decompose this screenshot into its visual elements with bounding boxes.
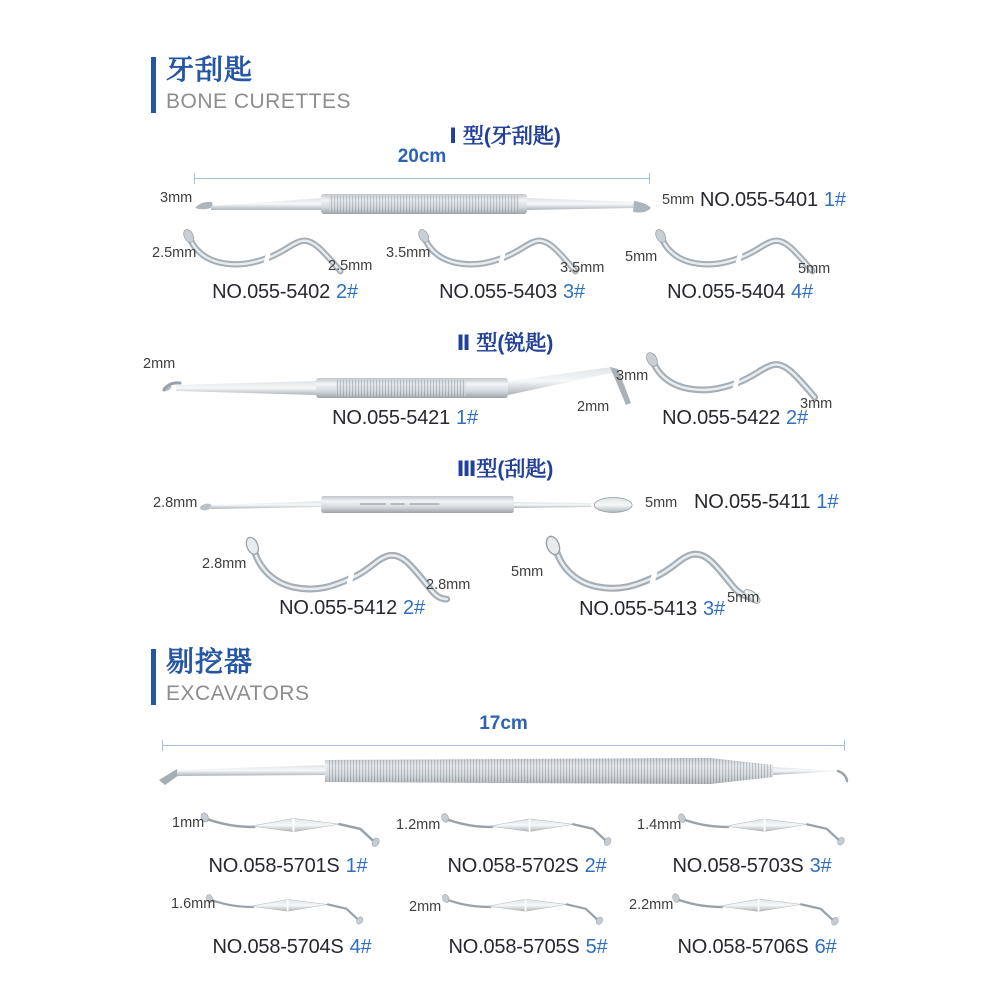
product-code-5703S	[657, 855, 847, 878]
size-label-left-5412: 2.8mm	[202, 556, 247, 572]
size-label-left-5422: 3mm	[616, 368, 649, 384]
code-number: 6#	[814, 936, 837, 958]
instrument-5703S-image	[674, 806, 856, 848]
size-label-right-5412: 2.8mm	[426, 577, 471, 593]
section-title-en: EXCAVATORS	[166, 682, 310, 705]
dimension-line	[162, 740, 845, 751]
size-label-left-5413: 5mm	[511, 564, 544, 580]
product-code-5704S	[197, 936, 387, 959]
size-label-left-5403: 3.5mm	[386, 245, 431, 261]
group-title-type3: Ⅲ型(刮匙)	[456, 458, 554, 481]
dimension-label: 17cm	[479, 713, 528, 734]
code-text: NO.055-5422	[662, 407, 781, 429]
instrument-5705S-image	[438, 885, 614, 929]
instrument-5702S-image	[437, 806, 623, 848]
code-number: 2#	[403, 597, 425, 619]
instrument-5701S-image	[196, 806, 392, 848]
instrument-5401-image	[190, 187, 656, 223]
dimension-20cm	[194, 146, 650, 184]
product-code-5706S	[662, 936, 852, 959]
code-number: 2#	[336, 281, 358, 303]
section-title-zh: 剔挖器	[166, 646, 254, 677]
instrument-5411-image	[196, 490, 648, 520]
instrument-5404-image	[646, 227, 832, 286]
code-text: NO.055-5421	[332, 407, 451, 429]
code-number: 1#	[823, 189, 846, 211]
product-code-5413	[563, 598, 741, 621]
code-text: NO.058-5701S	[208, 855, 340, 877]
size-label-5703S: 1.4mm	[637, 817, 682, 833]
code-text: NO.058-5705S	[448, 936, 580, 958]
group-title-type1: Ⅰ 型(牙刮匙)	[449, 125, 561, 148]
product-code-5411	[694, 491, 838, 514]
code-number: 1#	[345, 855, 368, 877]
code-text: NO.058-5704S	[212, 936, 344, 958]
size-label-right-5401: 5mm	[662, 192, 695, 208]
size-label-right-5403: 3.5mm	[560, 260, 605, 276]
instrument-5706S-image	[668, 885, 850, 929]
code-text: NO.058-5706S	[677, 936, 809, 958]
dimension-label: 20cm	[397, 146, 447, 167]
size-label-right-5404: 5mm	[798, 261, 831, 277]
code-text: NO.055-5411	[694, 491, 811, 513]
code-number: 4#	[349, 936, 372, 958]
size-label-left-5401: 3mm	[160, 190, 193, 206]
product-code-5702S	[432, 855, 622, 878]
product-code-5403	[423, 281, 601, 304]
section-accent-bar	[151, 649, 156, 705]
code-text: NO.058-5703S	[672, 855, 804, 877]
code-number: 4#	[791, 281, 813, 303]
code-text: NO.055-5404	[667, 281, 786, 303]
size-label-5704S: 1.6mm	[171, 896, 216, 912]
product-code-5402	[196, 281, 374, 304]
instrument-excavator-17cm-image	[155, 752, 850, 794]
dimension-line	[194, 173, 650, 184]
code-number: 3#	[703, 598, 725, 620]
size-label-5705S: 2mm	[409, 899, 442, 915]
size-label-left-5404: 5mm	[625, 249, 658, 265]
product-code-5401	[700, 189, 846, 212]
size-label-right-5413: 5mm	[727, 590, 760, 606]
size-label-right-5421: 2mm	[577, 399, 610, 415]
group-title-type2: Ⅱ 型(锐匙)	[456, 332, 554, 355]
code-text: NO.055-5413	[579, 598, 698, 620]
instrument-5403-image	[409, 227, 595, 286]
size-label-right-5422: 3mm	[800, 396, 833, 412]
product-code-5404	[651, 281, 829, 304]
code-text: NO.055-5412	[279, 597, 398, 619]
code-text: NO.055-5403	[439, 281, 558, 303]
code-number: 3#	[563, 281, 585, 303]
code-number: 1#	[816, 491, 839, 513]
size-label-left-5421: 2mm	[143, 356, 176, 372]
code-text: NO.058-5702S	[447, 855, 579, 877]
product-code-5705S	[433, 936, 623, 959]
code-number: 3#	[809, 855, 832, 877]
size-label-5701S: 1mm	[172, 815, 205, 831]
product-code-5701S	[193, 855, 383, 878]
code-number: 1#	[456, 407, 478, 429]
size-label-5706S: 2.2mm	[629, 897, 674, 913]
code-number: 2#	[786, 407, 808, 429]
code-number: 5#	[585, 936, 608, 958]
section-title-en: BONE CURETTES	[166, 90, 352, 113]
code-number: 2#	[584, 855, 607, 877]
size-label-left-5402: 2.5mm	[152, 245, 197, 261]
product-code-5422	[646, 407, 824, 430]
size-label-left-5411: 2.8mm	[153, 495, 198, 511]
instrument-5402-image	[174, 227, 360, 286]
section-title-zh: 牙刮匙	[166, 54, 254, 85]
product-code-5421	[316, 407, 494, 430]
instrument-5704S-image	[202, 885, 374, 929]
size-label-right-5411: 5mm	[645, 495, 678, 511]
size-label-right-5402: 2.5mm	[328, 258, 373, 274]
code-text: NO.055-5401	[700, 189, 818, 211]
section-accent-bar	[151, 57, 156, 113]
product-code-5412	[263, 597, 441, 620]
size-label-5702S: 1.2mm	[396, 817, 441, 833]
dimension-17cm	[162, 713, 845, 751]
code-text: NO.055-5402	[212, 281, 331, 303]
